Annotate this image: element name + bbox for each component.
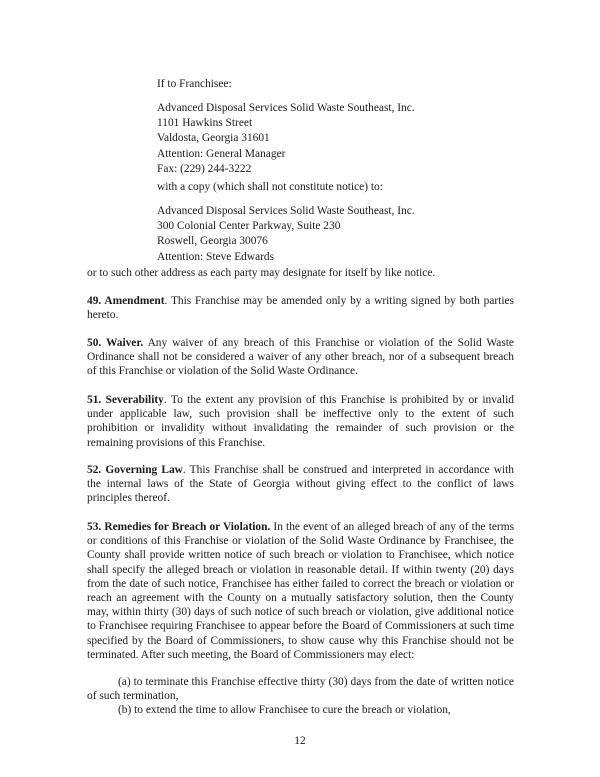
address-line: Fax: (229) 244-3222 [157,162,252,175]
section-remedies [87,520,514,662]
option-extend: (b) to extend the time to allow Franchisee to cure the breach or violation, [118,704,451,716]
address-line: Attention: General Manager [157,147,286,160]
section-severability [87,393,514,450]
section-text: . This Franchise may be amended only by a writing signed by both parties hereto. [87,295,514,322]
address-line: Advanced Disposal Services Solid Waste Southeast, Inc. [157,102,415,114]
address-line: Valdosta, Georgia 31601 [157,132,270,145]
section-amendment [87,294,514,322]
section-heading: 49. Amendment [87,295,165,307]
copy-intro: with a copy (which shall not constitute notice) to: [157,181,383,193]
section-heading: 52. Governing Law [87,464,183,476]
address-line: Roswell, Georgia 30076 [157,235,268,248]
section-text: . This Franchise shall be construed and interpreted in accordance with the internal laws of the State of Georgia without giving effect to the conflict of laws principles thereof. [87,464,514,505]
franchisee-intro: If to Franchisee: [157,78,232,90]
page-number: 12 [294,735,306,747]
section-waiver [87,336,514,379]
section-heading: 51. Severability [87,394,164,406]
option-terminate: (a) to terminate this Franchise effective thirty (30) days from the date of written notice of such termination, [87,676,514,703]
section-text: . To the extent any provision of this Franchise is prohibited by or invalid under applicable law, such provision shall be ineffective only to the extent of such prohibition or invalidity without invalidating the remainder of such provision or the remaining provisions of this Franchise. [87,394,515,449]
section-governing-law [87,463,514,506]
copy-address [157,204,415,265]
section-heading: 53. Remedies for Breach or Violation. [87,521,271,533]
section-heading: 50. Waiver. [87,337,144,349]
section-text: In the event of an alleged breach of any of the terms or conditions of this Franchise or violation of the Solid Waste Ordinance by Franchisee, the County shall provide written notice of such breach or violation to Franchisee, which notice shall specify the alleged breach or violation in reasonable detail. If within twenty (20) days from the date of such notice, Franchisee has either failed to correct the breach or violation or reach an agreement with the County on a mutually satisfactory solution, then the County may, within thirty (30) days of such notice of such breach or violation, give additional notice to Franchisee requiring Franchisee to appear before the Board of Commissioners at such time specified by the Board of Commissioners, to show cause why this Franchise should not be terminated. After such meeting, the Board of Commissioners may elect: [87,521,514,661]
section-text: Any waiver of any breach of this Franchise or violation of the Solid Waste Ordinance shall not be considered a waiver of any other breach, nor of a subsequent breach of this Franchise or violation of the Solid Waste Ordinance. [87,337,514,378]
franchisee-address [157,101,415,177]
address-line: 1101 Hawkins Street [157,117,253,130]
address-line: Attention: Steve Edwards [157,250,275,263]
address-line: Advanced Disposal Services Solid Waste Southeast, Inc. [157,205,415,217]
address-line: 300 Colonial Center Parkway, Suite 230 [157,220,341,233]
notice-closing: or to such other address as each party may designate for itself by like notice. [87,267,436,279]
